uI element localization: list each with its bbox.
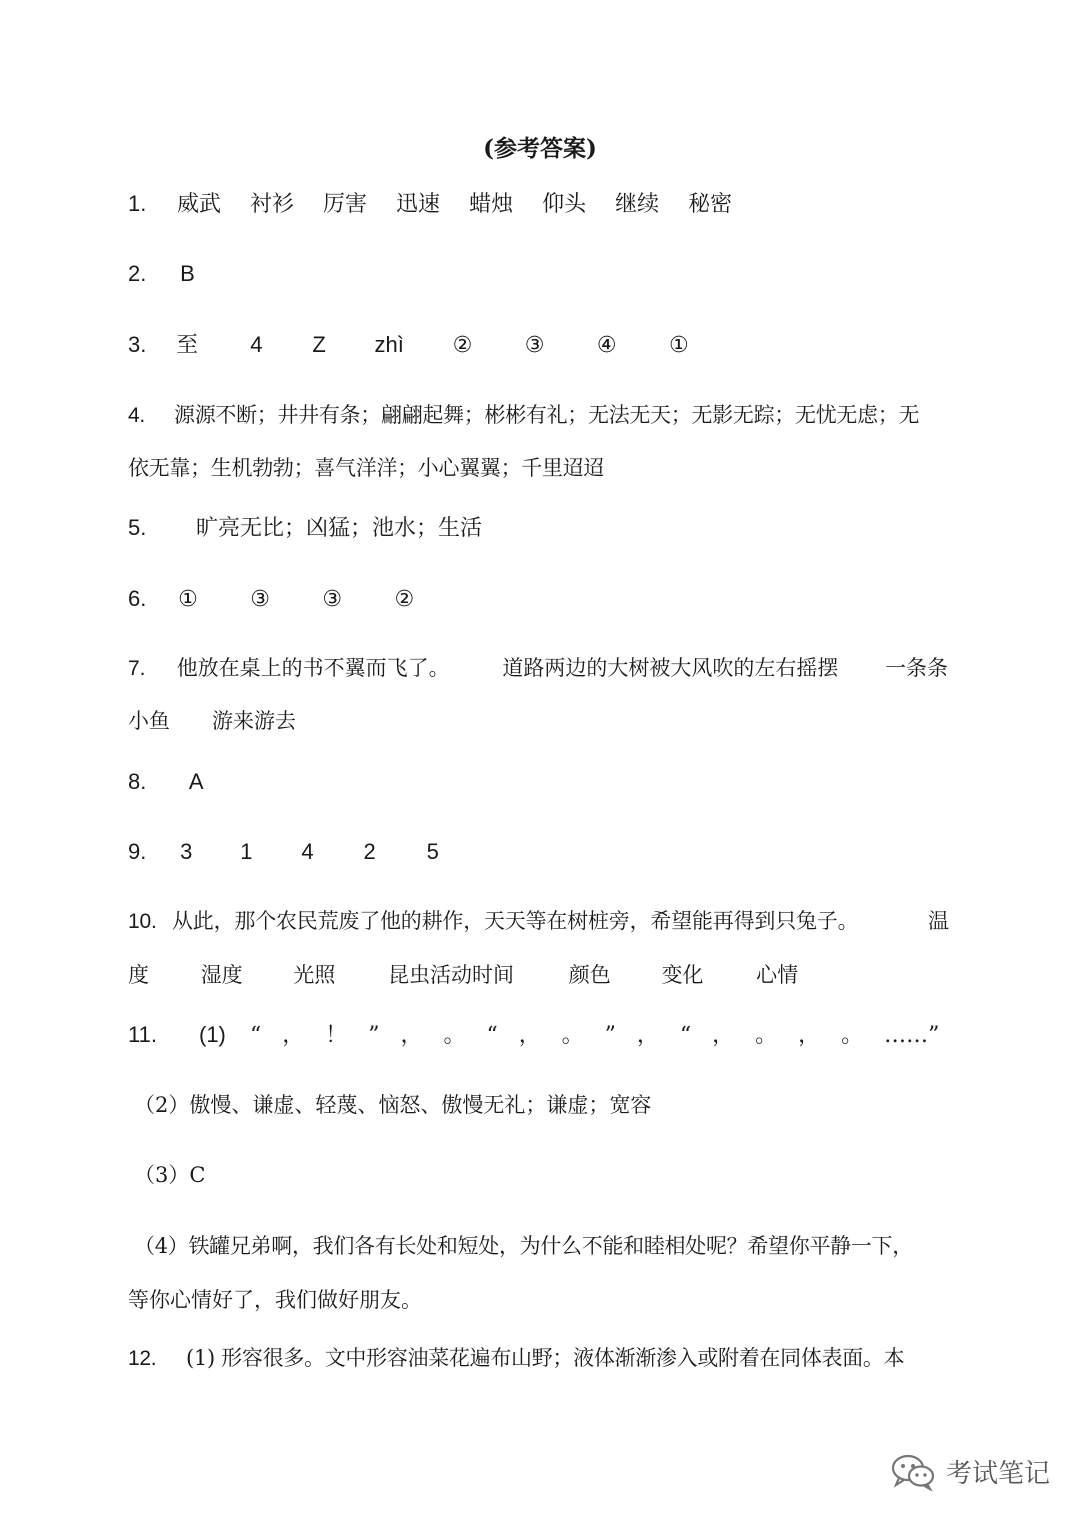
answer-9	[128, 837, 439, 867]
answer-word: 秘密	[688, 192, 733, 217]
answer-item: 3	[180, 839, 193, 864]
answer-text: (1) 形容很多。文中形容油菜花遍布山野；液体渐渐渗入或附着在同体表面。本	[186, 1346, 905, 1370]
answer-10-line-1-end: 温	[928, 909, 949, 933]
answer-item: ③	[250, 586, 270, 611]
wechat-icon	[890, 1451, 936, 1491]
answer-item: ④	[596, 332, 617, 357]
watermark-text: 考试笔记	[945, 1458, 1050, 1489]
answer-item: 2	[363, 839, 376, 864]
answer-text: 旷亮无比；凶猛；池水；生活	[196, 516, 483, 541]
answer-item: Z	[312, 332, 326, 357]
answer-10-line-1	[128, 906, 858, 937]
answer-word: 继续	[615, 192, 660, 217]
answer-item: 5	[426, 839, 439, 864]
answer-number: 2.	[128, 261, 147, 286]
answer-number: 10.	[128, 910, 157, 933]
answer-item: ①	[669, 332, 689, 357]
answer-11-part-3: （3）C	[134, 1163, 206, 1187]
answer-word: 变化	[661, 963, 704, 987]
answer-number: 12.	[128, 1347, 157, 1370]
answer-item: 1	[240, 839, 253, 864]
answer-sentence: 一条条	[885, 656, 949, 680]
answer-item: zhì	[374, 332, 404, 357]
answer-word: 心情	[756, 963, 799, 987]
answer-number: 9.	[128, 839, 147, 864]
answer-sentence: 小鱼	[128, 709, 170, 733]
answer-11-part-1	[128, 1020, 939, 1051]
wechat-watermark	[890, 1451, 1050, 1491]
punctuation-answer: “ ， ！ ” ， 。 “ ， 。 ” ， “ ， 。 ， 。 ……”	[250, 1023, 940, 1048]
answer-item: ②	[452, 332, 473, 357]
answer-word: 仰头	[542, 192, 587, 217]
answer-text: B	[180, 261, 195, 286]
answer-word: 蜡烛	[469, 192, 514, 217]
answer-4-line-2: 依无靠；生机勃勃；喜气洋洋；小心翼翼；千里迢迢	[128, 456, 605, 480]
answer-1	[128, 189, 732, 220]
answer-7-line-1	[128, 653, 948, 684]
answer-text: A	[188, 769, 204, 794]
answer-10-line-2	[128, 960, 798, 990]
answer-number: 4.	[128, 404, 145, 427]
answer-number: 3.	[128, 332, 147, 357]
answer-11-part-2: （2）傲慢、谦虚、轻蔑、恼怒、傲慢无礼；谦虚；宽容	[134, 1093, 652, 1117]
answer-number: 11.	[128, 1022, 157, 1047]
answer-2	[128, 259, 195, 289]
answer-number: 7.	[128, 657, 146, 680]
answer-number: 8.	[128, 769, 147, 794]
answer-word: 威武	[177, 192, 222, 217]
answer-word: 光照	[293, 963, 336, 987]
answer-item: ②	[394, 586, 415, 611]
answer-sentence: 道路两边的大树被大风吹的左右摇摆	[502, 656, 839, 680]
answer-text: 从此，那个农民荒废了他的耕作，天天等在树桩旁，希望能再得到只兔子。	[172, 909, 859, 933]
answer-6	[128, 584, 414, 614]
answer-word: 颜色	[568, 963, 611, 987]
answer-7-line-2	[128, 706, 296, 736]
answer-item: ③	[524, 332, 545, 357]
answer-item: 4	[301, 839, 314, 864]
answer-word: 迅速	[396, 192, 441, 217]
answer-item: ①	[178, 586, 198, 611]
answer-word: 度	[128, 963, 149, 987]
answer-12	[128, 1343, 904, 1374]
sub-label: (1)	[199, 1022, 226, 1047]
answer-number: 5.	[128, 515, 147, 540]
answer-word: 昆虫活动时间	[388, 963, 515, 987]
answer-number: 1.	[128, 191, 147, 216]
answer-item: 4	[250, 332, 263, 357]
answer-item: ③	[322, 586, 343, 611]
answer-sentence: 游来游去	[212, 709, 296, 733]
answer-sentence: 他放在桌上的书不翼而飞了。	[176, 656, 450, 680]
answer-11-part-4-line-1: （4）铁罐兄弟啊，我们各有长处和短处，为什么不能和睦相处呢？希望你平静一下，	[134, 1234, 913, 1258]
answer-word: 厉害	[323, 192, 368, 217]
answer-word: 湿度	[200, 963, 243, 987]
answer-4-line-1	[128, 400, 919, 431]
answer-word: 衬衫	[250, 192, 295, 217]
answer-11-part-4-line-2: 等你心情好了，我们做好朋友。	[128, 1288, 422, 1312]
answer-8	[128, 767, 204, 797]
answer-item: 至	[176, 333, 199, 358]
answer-3	[128, 330, 689, 361]
answer-text: 源源不断；井井有条；翩翩起舞；彬彬有礼；无法无天；无影无踪；无忧无虑；无	[174, 403, 920, 427]
page-title: (参考答案)	[483, 135, 597, 162]
answer-number: 6.	[128, 586, 147, 611]
answer-5	[128, 513, 482, 544]
